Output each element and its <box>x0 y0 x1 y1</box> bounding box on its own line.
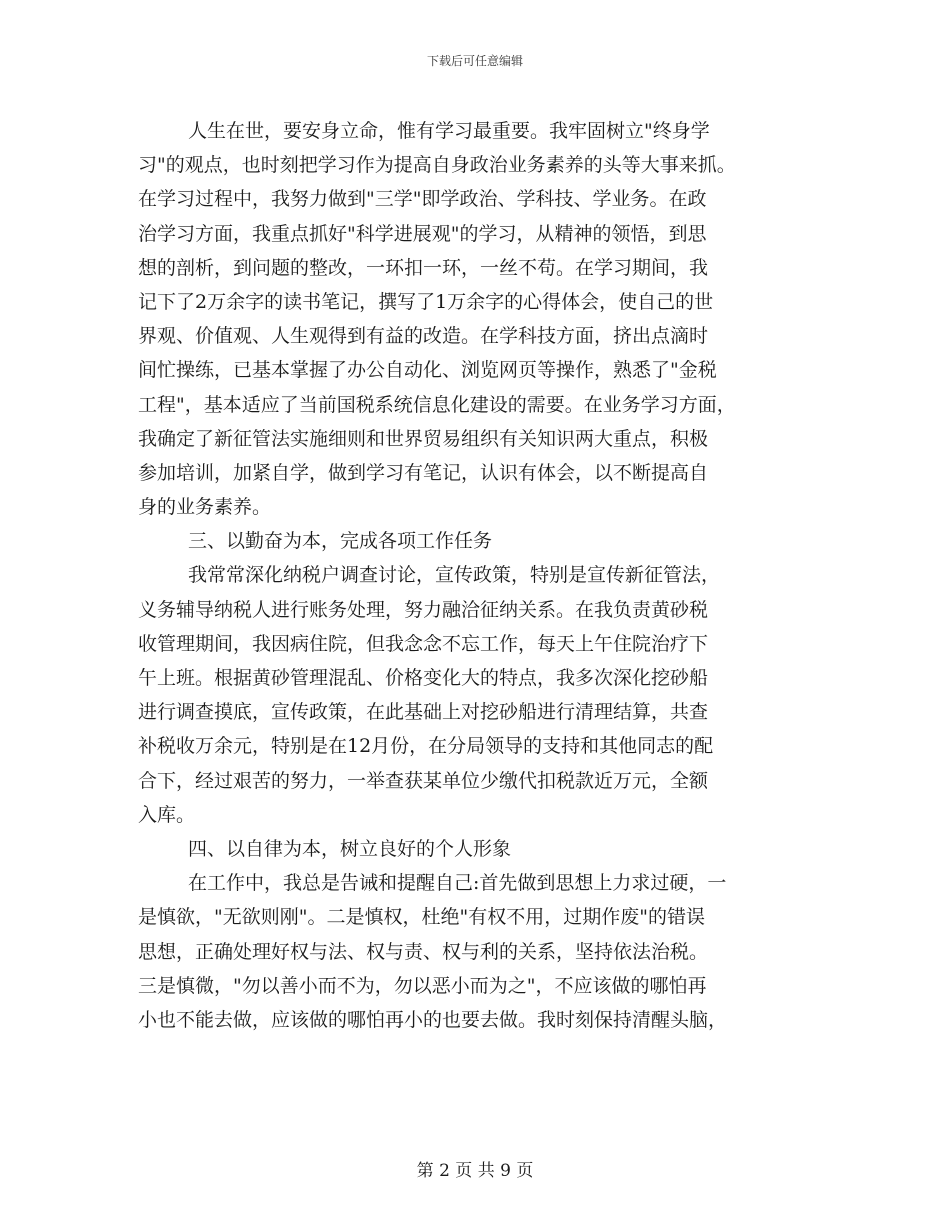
text-line: 我常常深化纳税户调查讨论，宣传政策，特别是宣传新征管法， <box>188 564 721 587</box>
text-line: 身的业务素养。 <box>138 496 272 519</box>
text-line: 记下了2万余字的读书笔记，撰写了1万余字的心得体会，使自己的世 <box>138 290 714 313</box>
text-line: 四、以自律为本，树立良好的个人形象 <box>188 837 512 860</box>
text-line: 习"的观点，也时刻把学习作为提高自身政治业务素养的头等大事来抓。 <box>138 154 736 177</box>
text-line: 是慎欲，"无欲则刚"。二是慎权，杜绝"有权不用，过期作废"的错误 <box>138 906 705 929</box>
text-line: 治学习方面，我重点抓好"科学进展观"的学习，从精神的领悟，到思 <box>138 222 707 245</box>
text-line: 想的剖析，到问题的整改，一环扣一环，一丝不苟。在学习期间，我 <box>138 256 709 279</box>
page-header: 下载后可任意编辑 <box>426 54 523 68</box>
text-line: 收管理期间，我因病住院，但我念念不忘工作，每天上午住院治疗下 <box>138 632 709 655</box>
text-line: 合下，经过艰苦的努力，一举查获某单位少缴代扣税款近万元，全额 <box>138 769 709 792</box>
text-line: 间忙操练，已基本掌握了办公自动化、浏览网页等操作，熟悉了"金税 <box>138 359 717 382</box>
text-line: 人生在世，要安身立命，惟有学习最重要。我牢固树立"终身学 <box>188 120 710 142</box>
text-line: 在学习过程中，我努力做到"三学"即学政治、学科技、学业务。在政 <box>138 188 707 211</box>
text-line: 义务辅导纳税人进行账务处理，努力融洽征纳关系。在我负责黄砂税 <box>138 598 709 621</box>
text-line: 工程"，基本适应了当前国税系统信息化建设的需要。在业务学习方面， <box>138 393 736 416</box>
text-line: 小也不能去做，应该做的哪怕再小的也要去做。我时刻保持清醒头脑， <box>138 1008 728 1031</box>
text-line: 午上班。根据黄砂管理混乱、价格变化大的特点，我多次深化挖砂船 <box>138 667 709 689</box>
text-line: 思想，正确处理好权与法、权与责、权与利的关系，坚持依法治税。 <box>138 940 709 963</box>
text-line: 入库。 <box>138 803 196 826</box>
document-body <box>138 114 818 1037</box>
text-line: 进行调查摸底，宣传政策，在此基础上对挖砂船进行清理结算，共查 <box>138 701 709 724</box>
text-line: 我确定了新征管法实施细则和世界贸易组织有关知识两大重点，积极 <box>138 427 709 450</box>
text-line: 三是慎微，"勿以善小而不为，勿以恶小而为之"，不应该做的哪怕再 <box>138 974 707 997</box>
page-footer: 第 2 页 共 9 页 <box>416 1161 534 1181</box>
text-line: 三、以勤奋为本，完成各项工作任务 <box>188 530 493 553</box>
text-line: 参加培训，加紧自学，做到学习有笔记，认识有体会，以不断提高自 <box>138 461 709 484</box>
text-line: 在工作中，我总是告诫和提醒自己:首先做到思想上力求过硬，一 <box>188 872 727 895</box>
text-line: 补税收万余元，特别是在12月份，在分局领导的支持和其他同志的配 <box>138 735 714 758</box>
text-line: 界观、价值观、人生观得到有益的改造。在学科技方面，挤出点滴时 <box>138 325 709 348</box>
